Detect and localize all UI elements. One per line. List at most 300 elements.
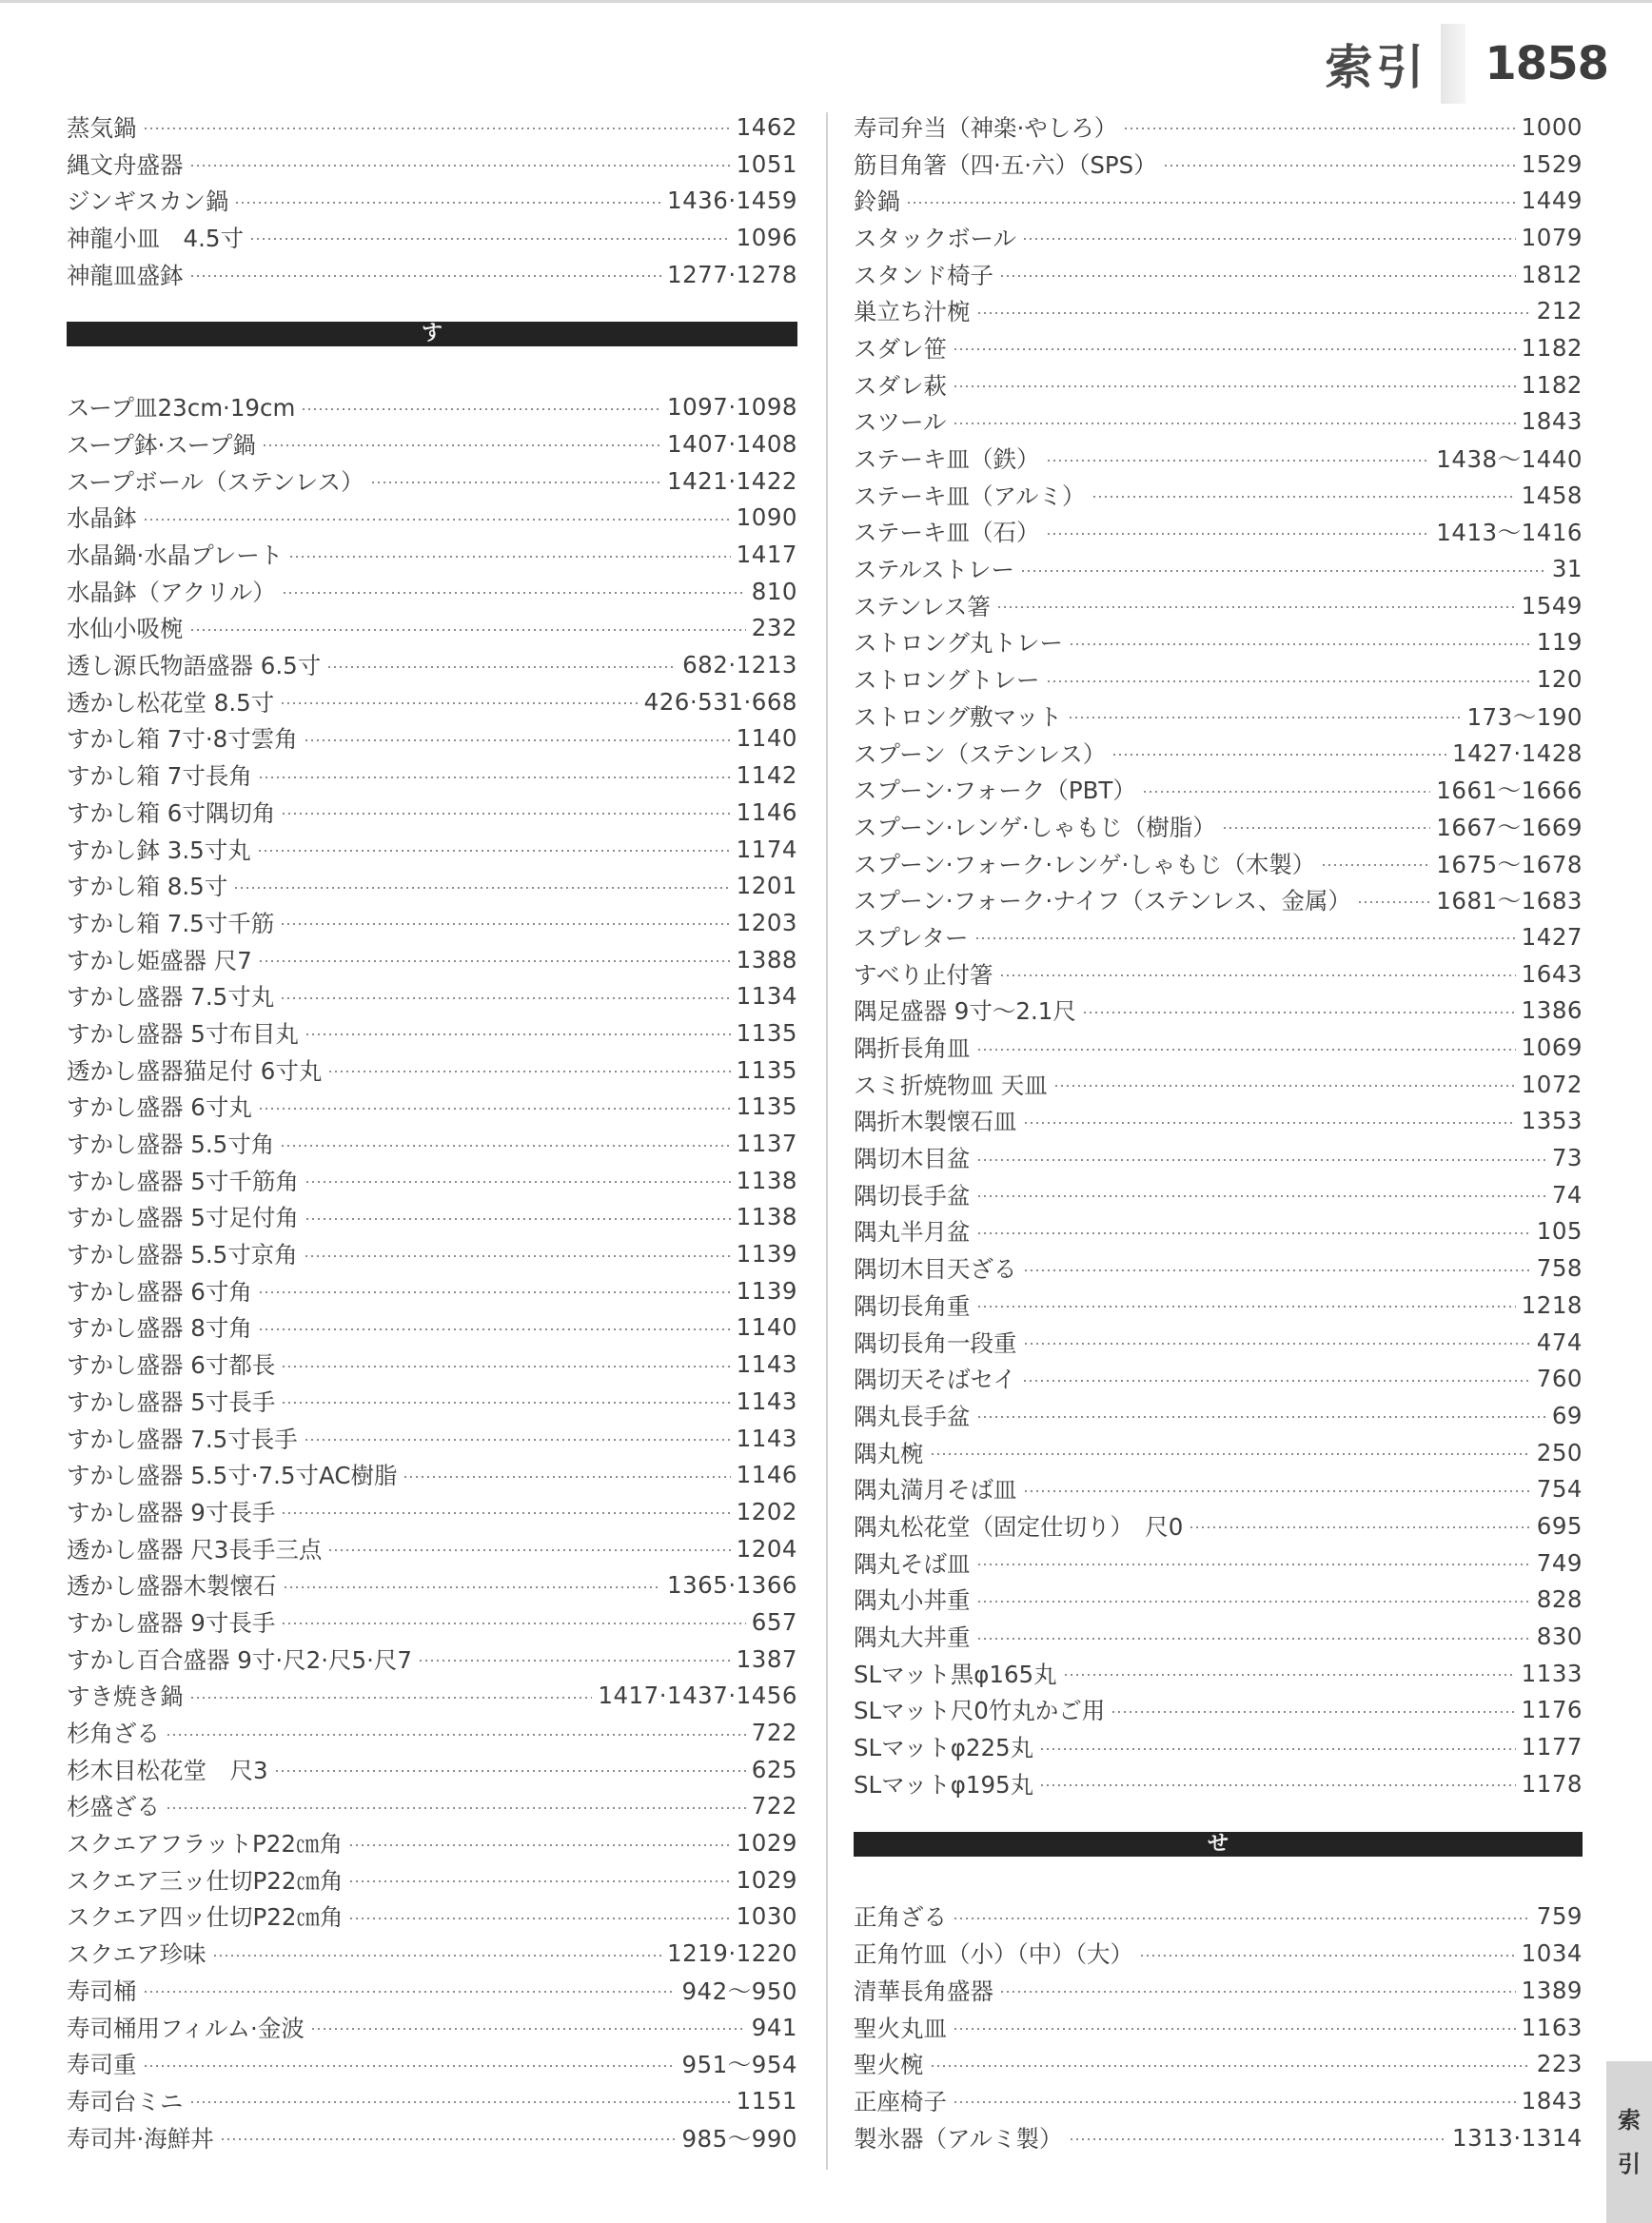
entry-name: スプーン·レンゲ·しゃもじ（樹脂） [854, 813, 1216, 841]
entry-page: 1029 [736, 1829, 797, 1858]
dot-leader [1046, 680, 1531, 682]
index-entry [67, 683, 797, 720]
entry-page: 1353 [1521, 1107, 1583, 1135]
entry-page: 1069 [1521, 1033, 1583, 1062]
index-entry [67, 1052, 797, 1089]
entry-page: 1142 [736, 761, 797, 790]
dot-leader [249, 238, 731, 240]
index-entry [854, 1066, 1583, 1103]
dot-leader [281, 1623, 745, 1624]
index-entry [854, 1249, 1583, 1287]
index-entry [854, 1397, 1583, 1434]
entry-page: 1029 [736, 1865, 797, 1894]
dot-leader [1046, 533, 1431, 535]
index-entry [854, 1692, 1583, 1729]
entry-page: 985〜990 [681, 2124, 797, 2153]
dot-leader [953, 423, 1516, 424]
index-entry [67, 1346, 797, 1383]
index-entry [67, 977, 797, 1014]
entry-name: 隅足盛器 9寸〜2.1尺 [854, 997, 1076, 1026]
dot-leader [189, 629, 746, 631]
entry-name: 正座椅子 [854, 2087, 947, 2115]
dot-leader [1321, 864, 1430, 866]
index-entry [67, 388, 797, 425]
entry-name: 隅丸半月盆 [854, 1218, 971, 1247]
entry-name: すかし盛器 5寸足付角 [67, 1204, 299, 1232]
index-entry [854, 477, 1583, 514]
entry-name: 透かし盛器 尺3長手三点 [67, 1535, 323, 1564]
dot-leader [305, 1181, 731, 1183]
index-entry [854, 146, 1583, 183]
entry-page: 1413〜1416 [1436, 519, 1583, 547]
dot-leader [305, 1218, 731, 1220]
entry-page: 1134 [736, 982, 797, 1011]
dot-leader [166, 1734, 746, 1736]
index-entry [67, 2082, 797, 2119]
dot-leader [1163, 165, 1516, 167]
entry-page: 1201 [736, 872, 797, 900]
index-entry [854, 1287, 1583, 1324]
index-entry [67, 1935, 797, 1972]
entry-name: 隅丸松花堂（固定仕切り） 尺0 [854, 1512, 1184, 1541]
index-entry [854, 1103, 1583, 1140]
entry-name: 寿司桶用フィルム·金波 [67, 2014, 305, 2042]
entry-page: 1135 [736, 1018, 797, 1047]
dot-leader [1046, 460, 1431, 462]
entry-name: ストロング敷マット [854, 702, 1063, 731]
entry-page: 1427·1428 [1452, 738, 1583, 767]
dot-leader [143, 1991, 677, 1993]
dot-leader [1039, 1784, 1515, 1786]
entry-name: 鈴鍋 [854, 187, 900, 216]
entry-name: 隅切長角一段重 [854, 1328, 1017, 1357]
entry-name: ステーキ皿（アルミ） [854, 482, 1086, 510]
dot-leader [283, 1586, 662, 1588]
entry-name: スクエア四ッ仕切P22㎝角 [67, 1903, 344, 1932]
index-entry [67, 1420, 797, 1457]
entry-name: ステーキ皿（鉄） [854, 445, 1040, 474]
dot-leader [953, 2101, 1516, 2103]
dot-leader [1039, 1748, 1515, 1750]
index-entry [854, 182, 1583, 219]
dot-leader [166, 1807, 746, 1809]
entry-name: スクエア三ッ仕切P22㎝角 [67, 1866, 344, 1895]
dot-leader [1023, 1122, 1516, 1124]
entry-name: 杉角ざる [67, 1720, 160, 1748]
dot-leader [304, 1439, 731, 1441]
index-entry [854, 1582, 1583, 1619]
index-entry [854, 587, 1583, 624]
dot-leader [1069, 643, 1531, 645]
entry-page: 1174 [736, 835, 797, 863]
dot-leader [930, 1453, 1531, 1455]
dot-leader [326, 666, 677, 668]
entry-page: 232 [751, 614, 797, 642]
entry-page: 625 [751, 1755, 797, 1783]
section-heading-su: す [67, 322, 797, 346]
index-entry [67, 720, 797, 757]
dot-leader [976, 1195, 1546, 1197]
index-entry [67, 1014, 797, 1052]
entry-page: 1133 [1521, 1659, 1583, 1687]
dot-leader [282, 592, 746, 594]
index-entry [67, 1898, 797, 1936]
index-entry [67, 794, 797, 831]
entry-page: 1529 [1521, 149, 1583, 178]
dot-leader [281, 813, 730, 815]
entry-name: すかし盛器 5.5寸·7.5寸AC樹脂 [67, 1462, 398, 1490]
entry-page: 1218 [1521, 1290, 1583, 1319]
column-divider [826, 112, 828, 2170]
entry-name: すかし盛器 5寸千筋角 [67, 1167, 299, 1195]
entry-page: 173〜190 [1466, 702, 1583, 731]
entry-page: 212 [1536, 297, 1583, 325]
page-title: 索引 [1325, 39, 1428, 95]
index-entry [67, 1861, 797, 1898]
entry-page: 1365·1366 [667, 1571, 797, 1600]
entry-name: スダレ笹 [854, 334, 947, 363]
dot-leader [281, 1366, 730, 1367]
dot-leader [1068, 717, 1461, 718]
dot-leader [262, 444, 661, 446]
entry-name: 寿司桶 [67, 1977, 137, 2005]
entry-page: 1277·1278 [667, 260, 797, 288]
entry-name: 隅切木目天ざる [854, 1255, 1017, 1284]
index-entry [67, 256, 797, 293]
entry-page: 1812 [1521, 260, 1583, 288]
entry-name: 聖火丸皿 [854, 2014, 947, 2042]
index-entry [854, 808, 1583, 845]
entry-page: 1138 [736, 1166, 797, 1194]
entry-page: 1661〜1666 [1436, 777, 1583, 805]
dot-leader [1142, 791, 1430, 793]
dot-leader [258, 1291, 731, 1293]
entry-page: 830 [1536, 1623, 1583, 1651]
index-entry [854, 660, 1583, 698]
dot-leader [258, 1108, 731, 1110]
dot-leader [348, 1844, 731, 1846]
entry-page: 722 [751, 1719, 797, 1747]
index-entry [67, 1678, 797, 1715]
dot-leader [976, 1601, 1531, 1603]
entry-page: 759 [1536, 1902, 1583, 1931]
entry-page: 31 [1551, 555, 1583, 583]
index-entry [67, 1751, 797, 1788]
entry-name: 透かし松花堂 8.5寸 [67, 688, 275, 717]
entry-page: 1427 [1521, 922, 1583, 951]
index-entry [67, 757, 797, 794]
entry-page: 69 [1551, 1401, 1583, 1429]
entry-name: 杉木目松花堂 尺3 [67, 1756, 268, 1784]
index-entry [67, 1788, 797, 1825]
entry-page: 1462 [736, 112, 797, 141]
index-entry [67, 500, 797, 537]
dot-leader [288, 556, 730, 558]
index-entry [854, 403, 1583, 441]
dot-leader [974, 937, 1516, 939]
entry-page: 941 [751, 2013, 797, 2041]
entry-page: 1090 [736, 503, 797, 532]
dot-leader [1357, 901, 1430, 903]
dot-leader [403, 1476, 730, 1478]
dot-leader [189, 275, 662, 277]
entry-page: 828 [1536, 1585, 1583, 1614]
index-entry [854, 514, 1583, 551]
index-entry [67, 867, 797, 904]
dot-leader [281, 1402, 730, 1404]
index-entry [67, 425, 797, 462]
index-entry [854, 698, 1583, 735]
index-entry [854, 1470, 1583, 1507]
entry-name: スプーン·フォーク（PBT） [854, 777, 1136, 805]
index-entry [854, 2082, 1583, 2119]
entry-name: すかし盛器 6寸都長 [67, 1351, 276, 1380]
index-entry [67, 646, 797, 683]
dot-leader [1092, 496, 1516, 498]
entry-name: 巣立ち汁椀 [854, 298, 971, 326]
dot-leader [1082, 1012, 1516, 1013]
entry-name: 製氷器（アルミ製） [854, 2124, 1063, 2153]
index-entry [854, 1728, 1583, 1765]
index-entry [854, 1655, 1583, 1692]
entry-page: 1387 [736, 1644, 797, 1673]
entry-page: 1458 [1521, 481, 1583, 509]
entry-page: 760 [1536, 1365, 1583, 1393]
entry-name: 隅丸満月そば皿 [854, 1476, 1017, 1505]
entry-page: 1072 [1521, 1070, 1583, 1098]
index-entry [854, 918, 1583, 955]
entry-page: 1389 [1521, 1976, 1583, 2004]
dot-leader [348, 1880, 730, 1882]
dot-leader [1022, 238, 1516, 240]
index-entry [854, 624, 1583, 661]
entry-name: スプレター [854, 923, 969, 952]
dot-leader [976, 312, 1531, 314]
entry-name: 縄文舟盛器 [67, 150, 184, 179]
section-heading-se: せ [854, 1832, 1583, 1857]
entry-page: 722 [751, 1792, 797, 1820]
entry-page: 1182 [1521, 333, 1583, 362]
entry-name: 隅折長角皿 [854, 1034, 971, 1063]
entry-page: 1139 [736, 1240, 797, 1269]
entry-name: 隅丸小丼重 [854, 1586, 971, 1615]
entry-name: 水晶鉢 [67, 504, 137, 533]
section-spacer [67, 292, 797, 316]
entry-page: 1137 [736, 1130, 797, 1158]
entry-page: 1417·1437·1456 [598, 1682, 797, 1710]
dot-leader [370, 482, 662, 483]
entry-page: 1386 [1521, 996, 1583, 1025]
entry-page: 810 [751, 577, 797, 605]
dot-leader [234, 202, 661, 204]
entry-page: 1203 [736, 908, 797, 936]
entry-page: 1178 [1521, 1769, 1583, 1798]
entry-name: 寿司台ミニ [67, 2087, 184, 2115]
dot-leader [976, 1638, 1531, 1640]
index-entry [854, 955, 1583, 993]
entry-page: 1143 [736, 1350, 797, 1379]
page-header [1325, 21, 1608, 107]
entry-name: 清華長角盛器 [854, 1977, 993, 2005]
dot-leader [348, 1918, 730, 1919]
entry-name: すかし盛器 7.5寸丸 [67, 983, 275, 1012]
entry-name: 神龍皿盛鉢 [67, 261, 184, 289]
entry-name: すかし箱 6寸隅切角 [67, 798, 276, 827]
entry-page: 1204 [736, 1534, 797, 1563]
entry-page: 682·1213 [682, 651, 797, 679]
page-number: 1858 [1485, 37, 1608, 90]
side-tab-char: 索 [1618, 2106, 1641, 2134]
index-entry [854, 1360, 1583, 1397]
entry-name: ストロング丸トレー [854, 629, 1064, 658]
dot-leader [143, 128, 731, 129]
entry-page: 1146 [736, 797, 797, 826]
top-border [0, 0, 1652, 3]
entry-name: 隅折木製懐石皿 [854, 1108, 1017, 1136]
dot-leader [257, 850, 731, 852]
index-entry [67, 146, 797, 183]
entry-page: 1219·1220 [667, 1939, 797, 1968]
index-entry [67, 1603, 797, 1641]
entry-name: すかし盛器 5寸布目丸 [67, 1019, 299, 1048]
entry-name: ステーキ皿（石） [854, 519, 1040, 547]
entry-name: スクエア珍味 [67, 1940, 206, 1969]
dot-leader [953, 385, 1516, 387]
entry-name: 寿司重 [67, 2051, 137, 2079]
entry-name: スタンド椅子 [854, 261, 993, 289]
entry-name: すかし箱 7寸長角 [67, 762, 252, 791]
entry-name: 隅切木目盆 [854, 1145, 971, 1173]
index-entry [854, 1935, 1583, 1972]
entry-name: 正角ざる [854, 1903, 947, 1932]
dot-leader [976, 1232, 1531, 1234]
index-entry [67, 1383, 797, 1420]
index-entry [67, 1125, 797, 1162]
index-entry [854, 1898, 1583, 1936]
index-entry [854, 845, 1583, 882]
entry-name: 水晶鍋·水晶プレート [67, 541, 284, 570]
entry-name: ステンレス箸 [854, 592, 991, 620]
entry-page: 1139 [736, 1276, 797, 1305]
dot-leader [281, 1512, 730, 1514]
dot-leader [418, 1660, 731, 1662]
entry-page: 426·531·668 [643, 687, 797, 716]
entry-page: 1675〜1678 [1436, 850, 1583, 878]
index-entry [67, 1714, 797, 1751]
index-entry [67, 1309, 797, 1347]
entry-name: スダレ萩 [854, 371, 947, 400]
entry-name: すかし箱 7.5寸千筋 [67, 909, 275, 937]
entry-page: 119 [1536, 628, 1583, 657]
entry-name: すかし盛器 9寸長手 [67, 1608, 276, 1637]
dot-leader [1053, 1085, 1516, 1087]
dot-leader [143, 2065, 677, 2067]
entry-page: 1034 [1521, 1939, 1583, 1968]
index-entry [67, 1566, 797, 1603]
index-entry [854, 550, 1583, 587]
index-entry [67, 904, 797, 941]
index-entry [67, 610, 797, 647]
entry-page: 1135 [736, 1092, 797, 1121]
entry-name: 透し源氏物語盛器 6.5寸 [67, 652, 322, 680]
dot-leader [976, 1049, 1516, 1051]
dot-leader [1111, 1711, 1515, 1713]
entry-name: SLマットφ195丸 [854, 1770, 1034, 1799]
entry-name: SLマットφ225丸 [854, 1734, 1034, 1762]
entry-name: スプーン（ステンレス） [854, 739, 1107, 768]
section-spacer [854, 1802, 1583, 1826]
entry-page: 1407·1408 [667, 429, 797, 458]
entry-name: 隅丸そば皿 [854, 1549, 971, 1578]
dot-leader [1139, 1955, 1516, 1957]
entry-page: 1449 [1521, 187, 1583, 215]
entry-name: 杉盛ざる [67, 1793, 160, 1821]
dot-leader [280, 1145, 730, 1147]
entry-page: 1438〜1440 [1436, 445, 1583, 474]
entry-name: スプーン·フォーク·ナイフ（ステンレス、金属） [854, 887, 1351, 915]
index-entry [854, 1507, 1583, 1544]
entry-name: スプーン·フォーク·レンゲ·しゃもじ（木製） [854, 850, 1316, 878]
entry-page: 223 [1536, 2050, 1583, 2078]
dot-leader [953, 348, 1516, 350]
dot-leader [280, 923, 730, 925]
entry-name: すかし盛器 9寸長手 [67, 1498, 276, 1526]
entry-page: 1143 [736, 1424, 797, 1452]
entry-page: 951〜954 [681, 2051, 797, 2079]
entry-page: 1436·1459 [667, 187, 797, 215]
entry-page: 1151 [736, 2086, 797, 2115]
index-entry [854, 735, 1583, 772]
entry-page: 1146 [736, 1461, 797, 1489]
entry-name: すかし盛器 6寸角 [67, 1277, 252, 1306]
entry-page: 1096 [736, 223, 797, 251]
index-entry [854, 2119, 1583, 2156]
entry-page: 1843 [1521, 2086, 1583, 2115]
dot-leader [999, 275, 1516, 277]
entry-name: スクエアフラットP22㎝角 [67, 1830, 343, 1859]
index-entry [67, 573, 797, 610]
left-top-entries [67, 108, 797, 292]
entry-page: 1097·1098 [667, 393, 797, 422]
dot-leader [1069, 2138, 1446, 2140]
entry-page: 758 [1536, 1254, 1583, 1283]
dot-leader [1023, 1343, 1531, 1345]
index-entry [854, 1176, 1583, 1213]
entry-page: 1643 [1521, 959, 1583, 988]
index-entry [854, 1139, 1583, 1176]
index-entry [854, 440, 1583, 477]
dot-leader [953, 1918, 1531, 1919]
dot-leader [976, 1306, 1516, 1308]
entry-page: 250 [1536, 1438, 1583, 1466]
index-entry [67, 1456, 797, 1493]
dot-leader [212, 1955, 661, 1957]
entry-name: すべり止付箸 [854, 960, 993, 989]
index-entry [67, 831, 797, 868]
entry-page: 1843 [1521, 407, 1583, 436]
entry-page: 754 [1536, 1475, 1583, 1504]
dot-leader [327, 1549, 730, 1551]
index-entry [854, 1434, 1583, 1471]
entry-name: すかし盛器 7.5寸長手 [67, 1425, 298, 1453]
entry-name: すかし盛器 8寸角 [67, 1314, 252, 1343]
entry-page: 749 [1536, 1548, 1583, 1577]
dot-leader [976, 1159, 1546, 1161]
entry-page: 1079 [1521, 223, 1583, 251]
entry-page: 120 [1536, 665, 1583, 694]
index-entry [67, 182, 797, 219]
index-entry [854, 771, 1583, 808]
